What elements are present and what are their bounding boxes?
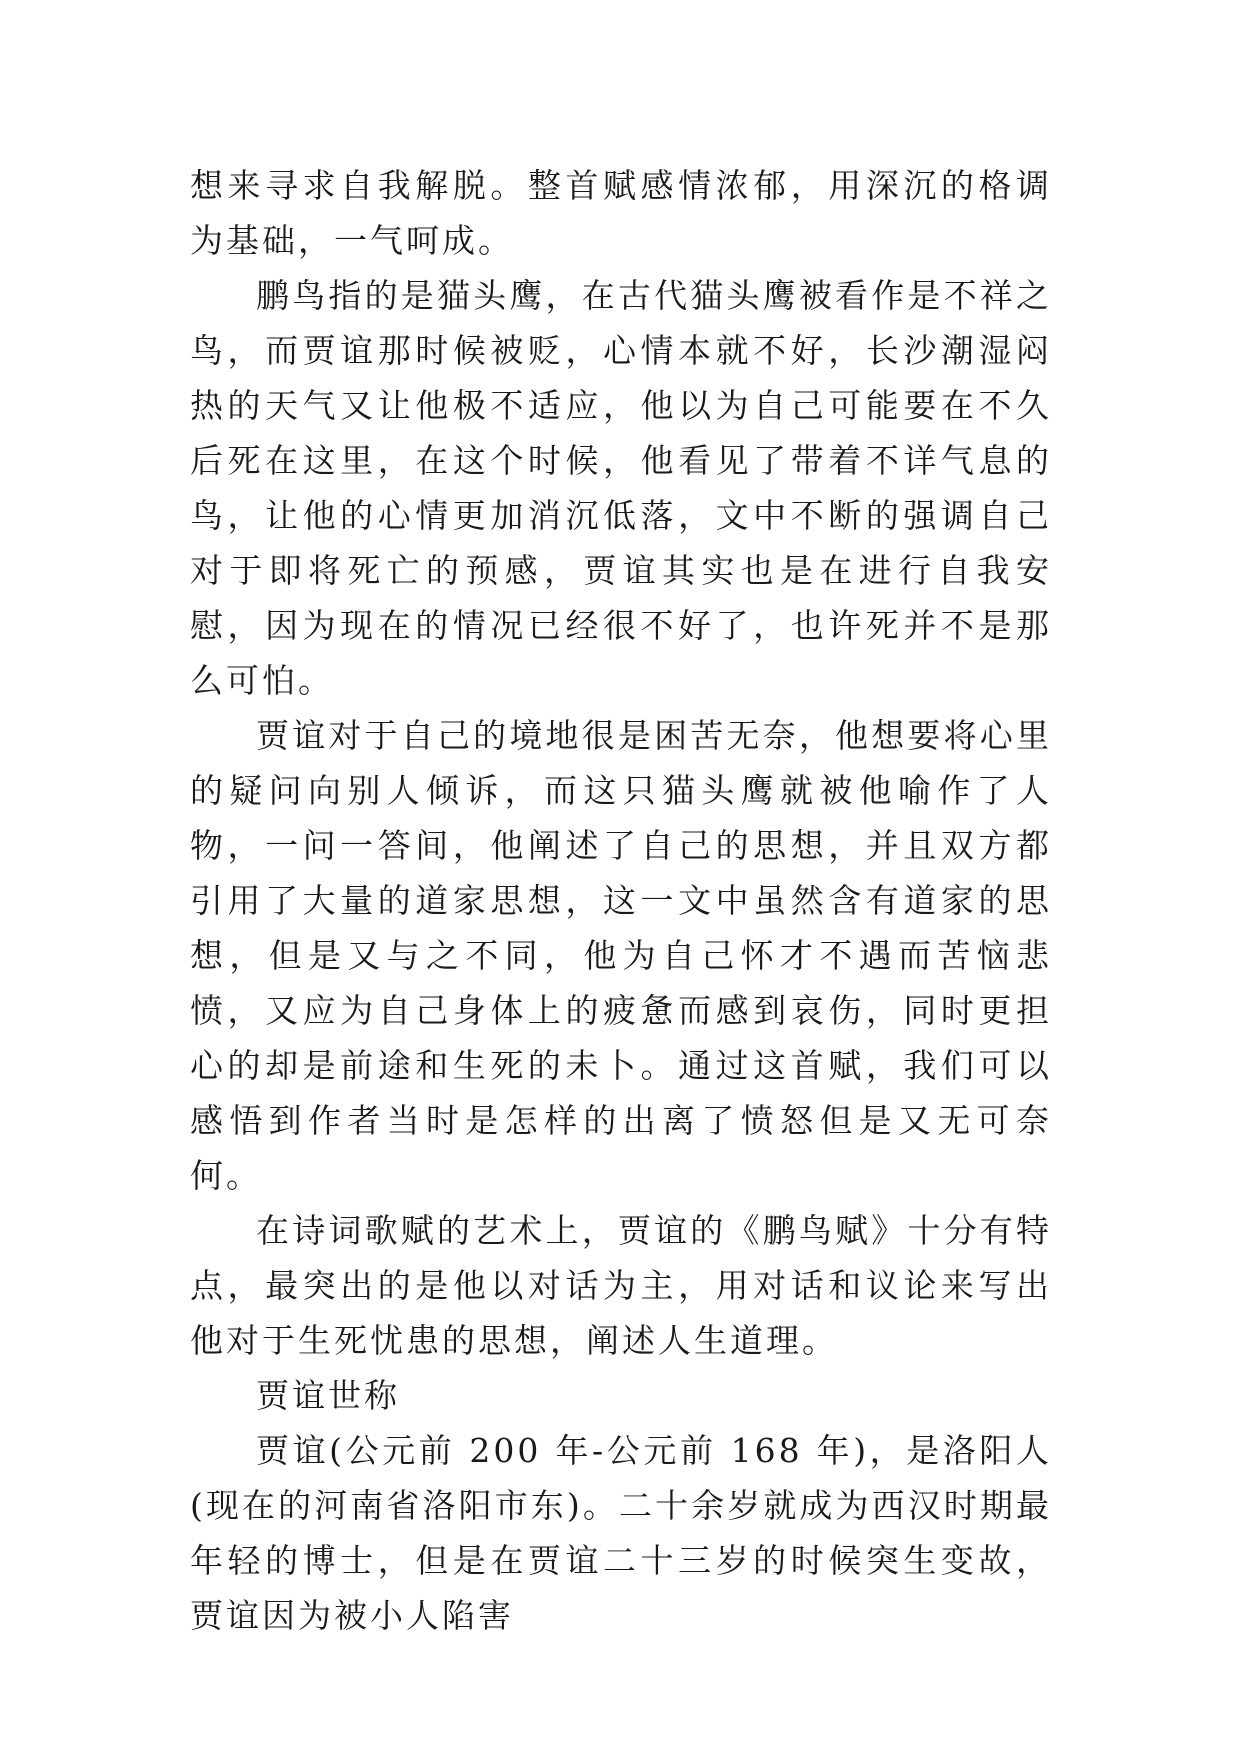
document-body [190,158,1052,1643]
paragraph-4: 在诗词歌赋的艺术上，贾谊的《鹏鸟赋》十分有特点，最突出的是他以对话为主，用对话和议论来写出他对于生死忧患的思想，阐述人生道理。 [190,1211,1052,1360]
paragraph-3: 贾谊对于自己的境地很是困苦无奈，他想要将心里的疑问向别人倾诉，而这只猫头鹰就被他喻作了人物，一问一答间，他阐述了自己的思想，并且双方都引用了大量的道家思想，这一文中虽然含有道家的思想，但是又与之不同，他为自己怀才不遇而苦恼悲愤，又应为自己身体上的疲惫而感到哀伤，同时更担心的却是前途和生死的未卜。通过这首赋，我们可以感悟到作者当时是怎样的出离了愤怒但是又无可奈何。 [190,716,1052,1195]
paragraph-2: 鹏鸟指的是猫头鹰，在古代猫头鹰被看作是不祥之鸟，而贾谊那时候被贬，心情本就不好，长沙潮湿闷热的天气又让他极不适应，他以为自己可能要在不久后死在这里，在这个时候，他看见了带着不详气息的鸟，让他的心情更加消沉低落，文中不断的强调自己对于即将死亡的预感，贾谊其实也是在进行自我安慰，因为现在的情况已经很不好了，也许死并不是那么可怕。 [190,276,1052,700]
section-heading: 贾谊世称 [256,1376,400,1415]
paragraph-1: 想来寻求自我解脱。整首赋感情浓郁，用深沉的格调为基础，一气呵成。 [190,166,1052,260]
paragraph-5: 贾谊(公元前 200 年-公元前 168 年)，是洛阳人(现在的河南省洛阳市东)。二十余岁就成为西汉时期最年轻的博士，但是在贾谊二十三岁的时候突生变故，贾谊因为被小人陷害 [190,1431,1052,1635]
